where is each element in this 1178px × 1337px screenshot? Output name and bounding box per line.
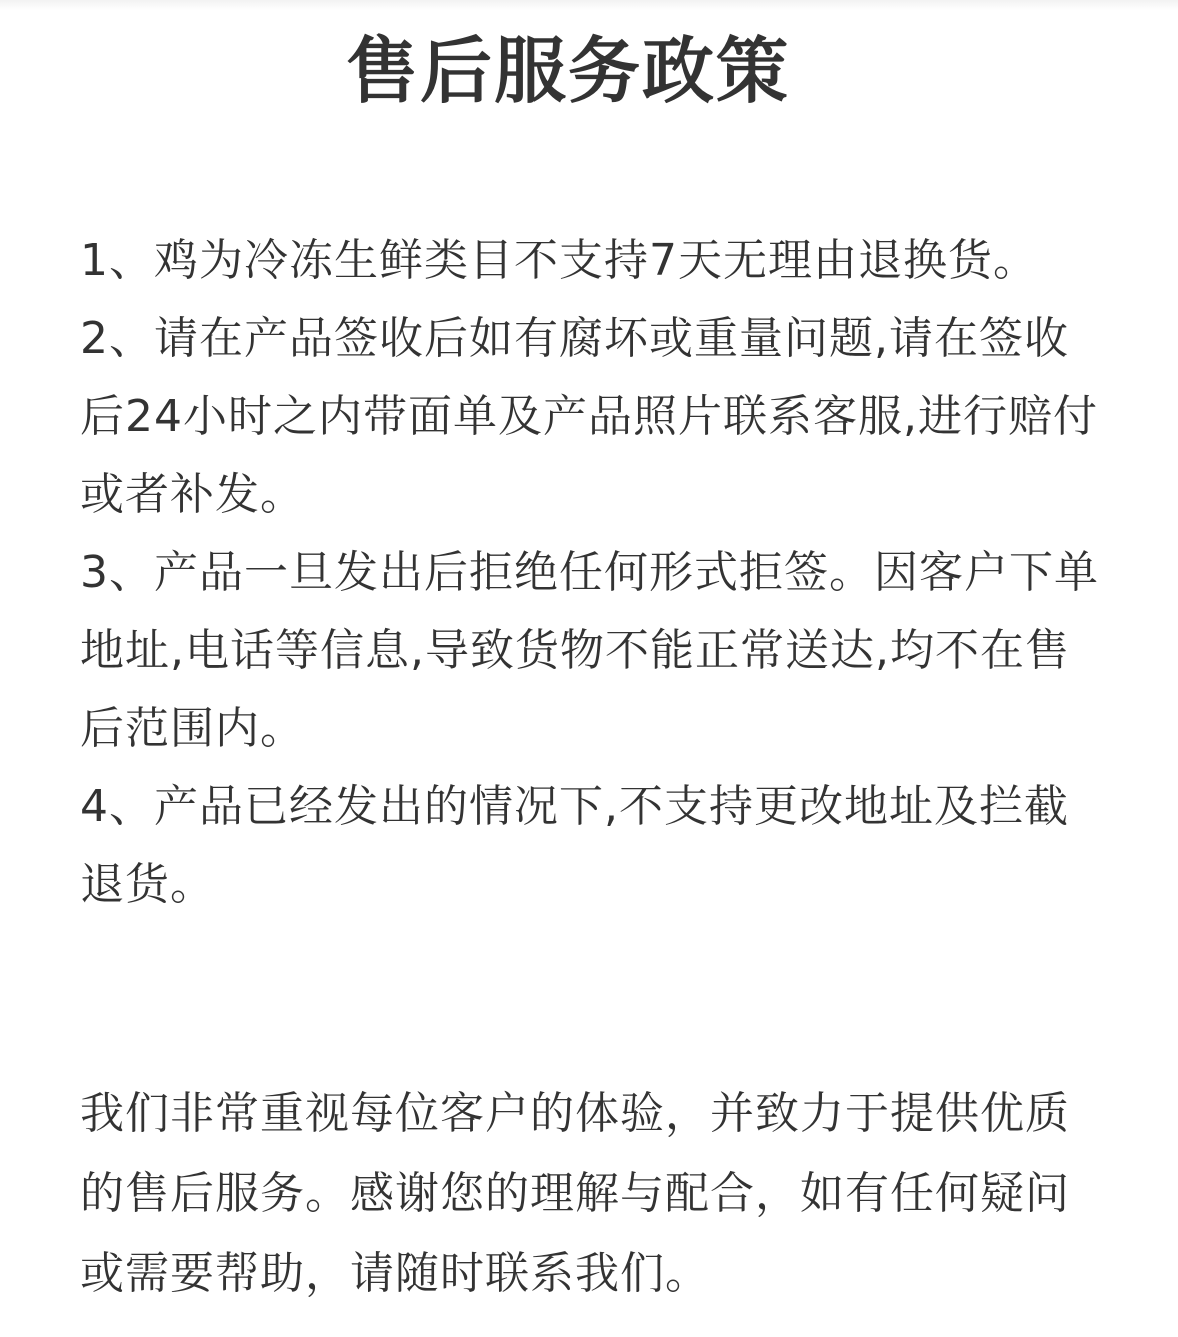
closing-paragraph: 我们非常重视每位客户的体验，并致力于提供优质的售后服务。感谢您的理解与配合，如有任何疑问或需要帮助，请随时联系我们。 — [80, 1088, 1070, 1299]
top-edge-shadow — [0, 0, 1178, 10]
policy-item-2: 2、请在产品签收后如有腐坏或重量问题,请在签收后24小时之内带面单及产品照片联系客服,进行赔付或者补发。 — [80, 313, 1098, 520]
policy-item-3: 3、产品一旦发出后拒绝任何形式拒签。因客户下单地址,电话等信息,导致货物不能正常送达,均不在售后范围内。 — [80, 547, 1099, 754]
policy-item-4: 4、产品已经发出的情况下,不支持更改地址及拦截退货。 — [80, 781, 1069, 910]
policy-item-1: 1、鸡为冷冻生鲜类目不支持7天无理由退换货。 — [80, 235, 1038, 286]
page-title: 售后服务政策 — [345, 29, 790, 113]
policy-list — [80, 222, 1100, 924]
